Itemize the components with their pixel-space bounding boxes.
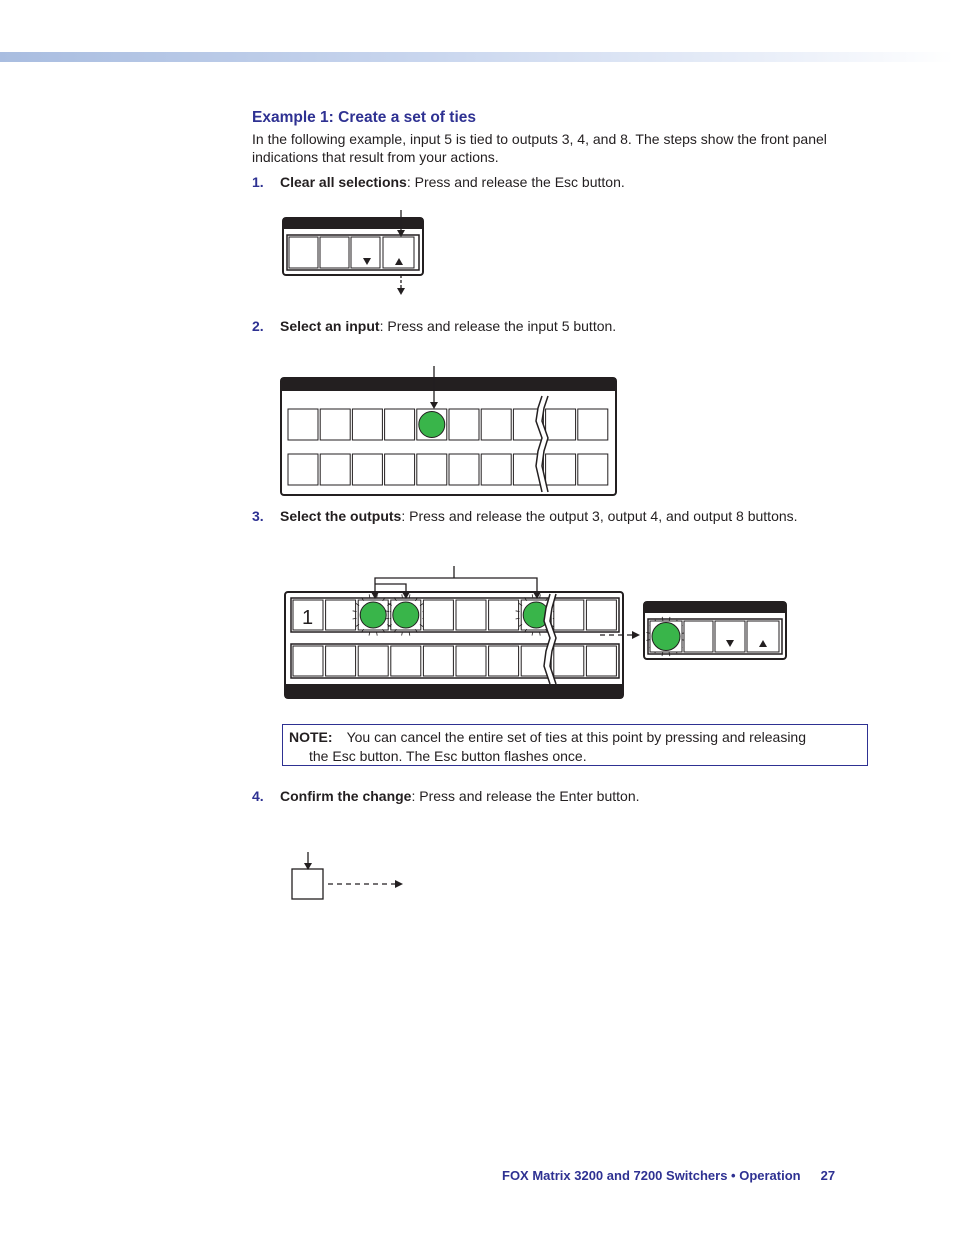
- note-box: [282, 724, 868, 766]
- step-number: 3.: [252, 508, 264, 524]
- input-button[interactable]: [320, 409, 350, 440]
- output-button[interactable]: [586, 646, 616, 676]
- output-button[interactable]: [489, 646, 519, 676]
- output-button[interactable]: [578, 454, 608, 485]
- section-heading: Example 1: Create a set of ties: [252, 109, 476, 126]
- output-button[interactable]: [423, 646, 453, 676]
- down-button[interactable]: [351, 237, 380, 268]
- step-description: : Press and release the Esc button.: [406, 174, 625, 190]
- output-button[interactable]: [456, 600, 486, 630]
- output-button[interactable]: [546, 454, 576, 485]
- note-text-1: You can cancel the entire set of ties at this point by pressing and releasing: [346, 729, 806, 745]
- page-footer: [502, 1168, 835, 1183]
- input-button[interactable]: [481, 409, 511, 440]
- step-title: Select an input: [280, 318, 380, 334]
- output-button[interactable]: [456, 646, 486, 676]
- output-button[interactable]: [385, 454, 415, 485]
- page-number: 27: [820, 1168, 836, 1183]
- figure-esc-panel: [282, 210, 428, 296]
- output-button[interactable]: [489, 600, 519, 630]
- output-button[interactable]: [423, 600, 453, 630]
- step-description: : Press and release the input 5 button.: [379, 318, 617, 334]
- output-button[interactable]: [554, 646, 584, 676]
- figure-enter-button: [288, 852, 408, 902]
- note-line-1: [289, 728, 806, 747]
- output-button[interactable]: [293, 646, 323, 676]
- output-button[interactable]: [358, 646, 388, 676]
- footer-title: FOX Matrix 3200 and 7200 Switchers • Operation: [502, 1168, 801, 1183]
- figure-output-panel: [284, 566, 790, 700]
- intro-paragraph: In the following example, input 5 is tied to outputs 3, 4, and 8. The steps show the front panel indications that result from your actions.: [252, 131, 827, 165]
- row-label: 1: [302, 607, 314, 629]
- output-button[interactable]: [326, 646, 356, 676]
- step-text: [280, 317, 616, 335]
- output-button[interactable]: [449, 454, 479, 485]
- input-button[interactable]: [385, 409, 415, 440]
- input-button[interactable]: [546, 409, 576, 440]
- header-gradient-bar: [0, 52, 954, 62]
- lit-indicator: [360, 602, 386, 628]
- lit-indicator: [393, 602, 419, 628]
- note-label: NOTE:: [289, 729, 333, 745]
- step-number: 2.: [252, 318, 264, 334]
- step-text: [280, 173, 625, 191]
- step-description: : Press and release the output 3, output 4, and output 8 buttons.: [401, 508, 798, 524]
- output-button[interactable]: [320, 454, 350, 485]
- output-button[interactable]: [481, 454, 511, 485]
- step-description: : Press and release the Enter button.: [411, 788, 640, 804]
- up-button[interactable]: [747, 621, 779, 652]
- step-text: [280, 787, 640, 805]
- step-text: [280, 507, 798, 525]
- input-button[interactable]: [449, 409, 479, 440]
- input-button[interactable]: [288, 409, 318, 440]
- step-number: 4.: [252, 788, 264, 804]
- output-button[interactable]: [554, 600, 584, 630]
- down-button[interactable]: [715, 621, 745, 652]
- step-title: Confirm the change: [280, 788, 412, 804]
- step-number: 1.: [252, 174, 264, 190]
- output-button[interactable]: [326, 600, 356, 630]
- input-button[interactable]: [352, 409, 382, 440]
- output-button[interactable]: [288, 454, 318, 485]
- step-title: Select the outputs: [280, 508, 402, 524]
- input-button[interactable]: [578, 409, 608, 440]
- output-button[interactable]: [391, 646, 421, 676]
- output-button[interactable]: [417, 454, 447, 485]
- output-button[interactable]: [352, 454, 382, 485]
- step-title: Clear all selections: [280, 174, 407, 190]
- figure-input-panel: [280, 366, 620, 498]
- lit-indicator: [419, 412, 445, 438]
- note-text-2: the Esc button. The Esc button flashes once.: [309, 748, 587, 764]
- output-button[interactable]: [586, 600, 616, 630]
- enter-button[interactable]: [292, 869, 323, 899]
